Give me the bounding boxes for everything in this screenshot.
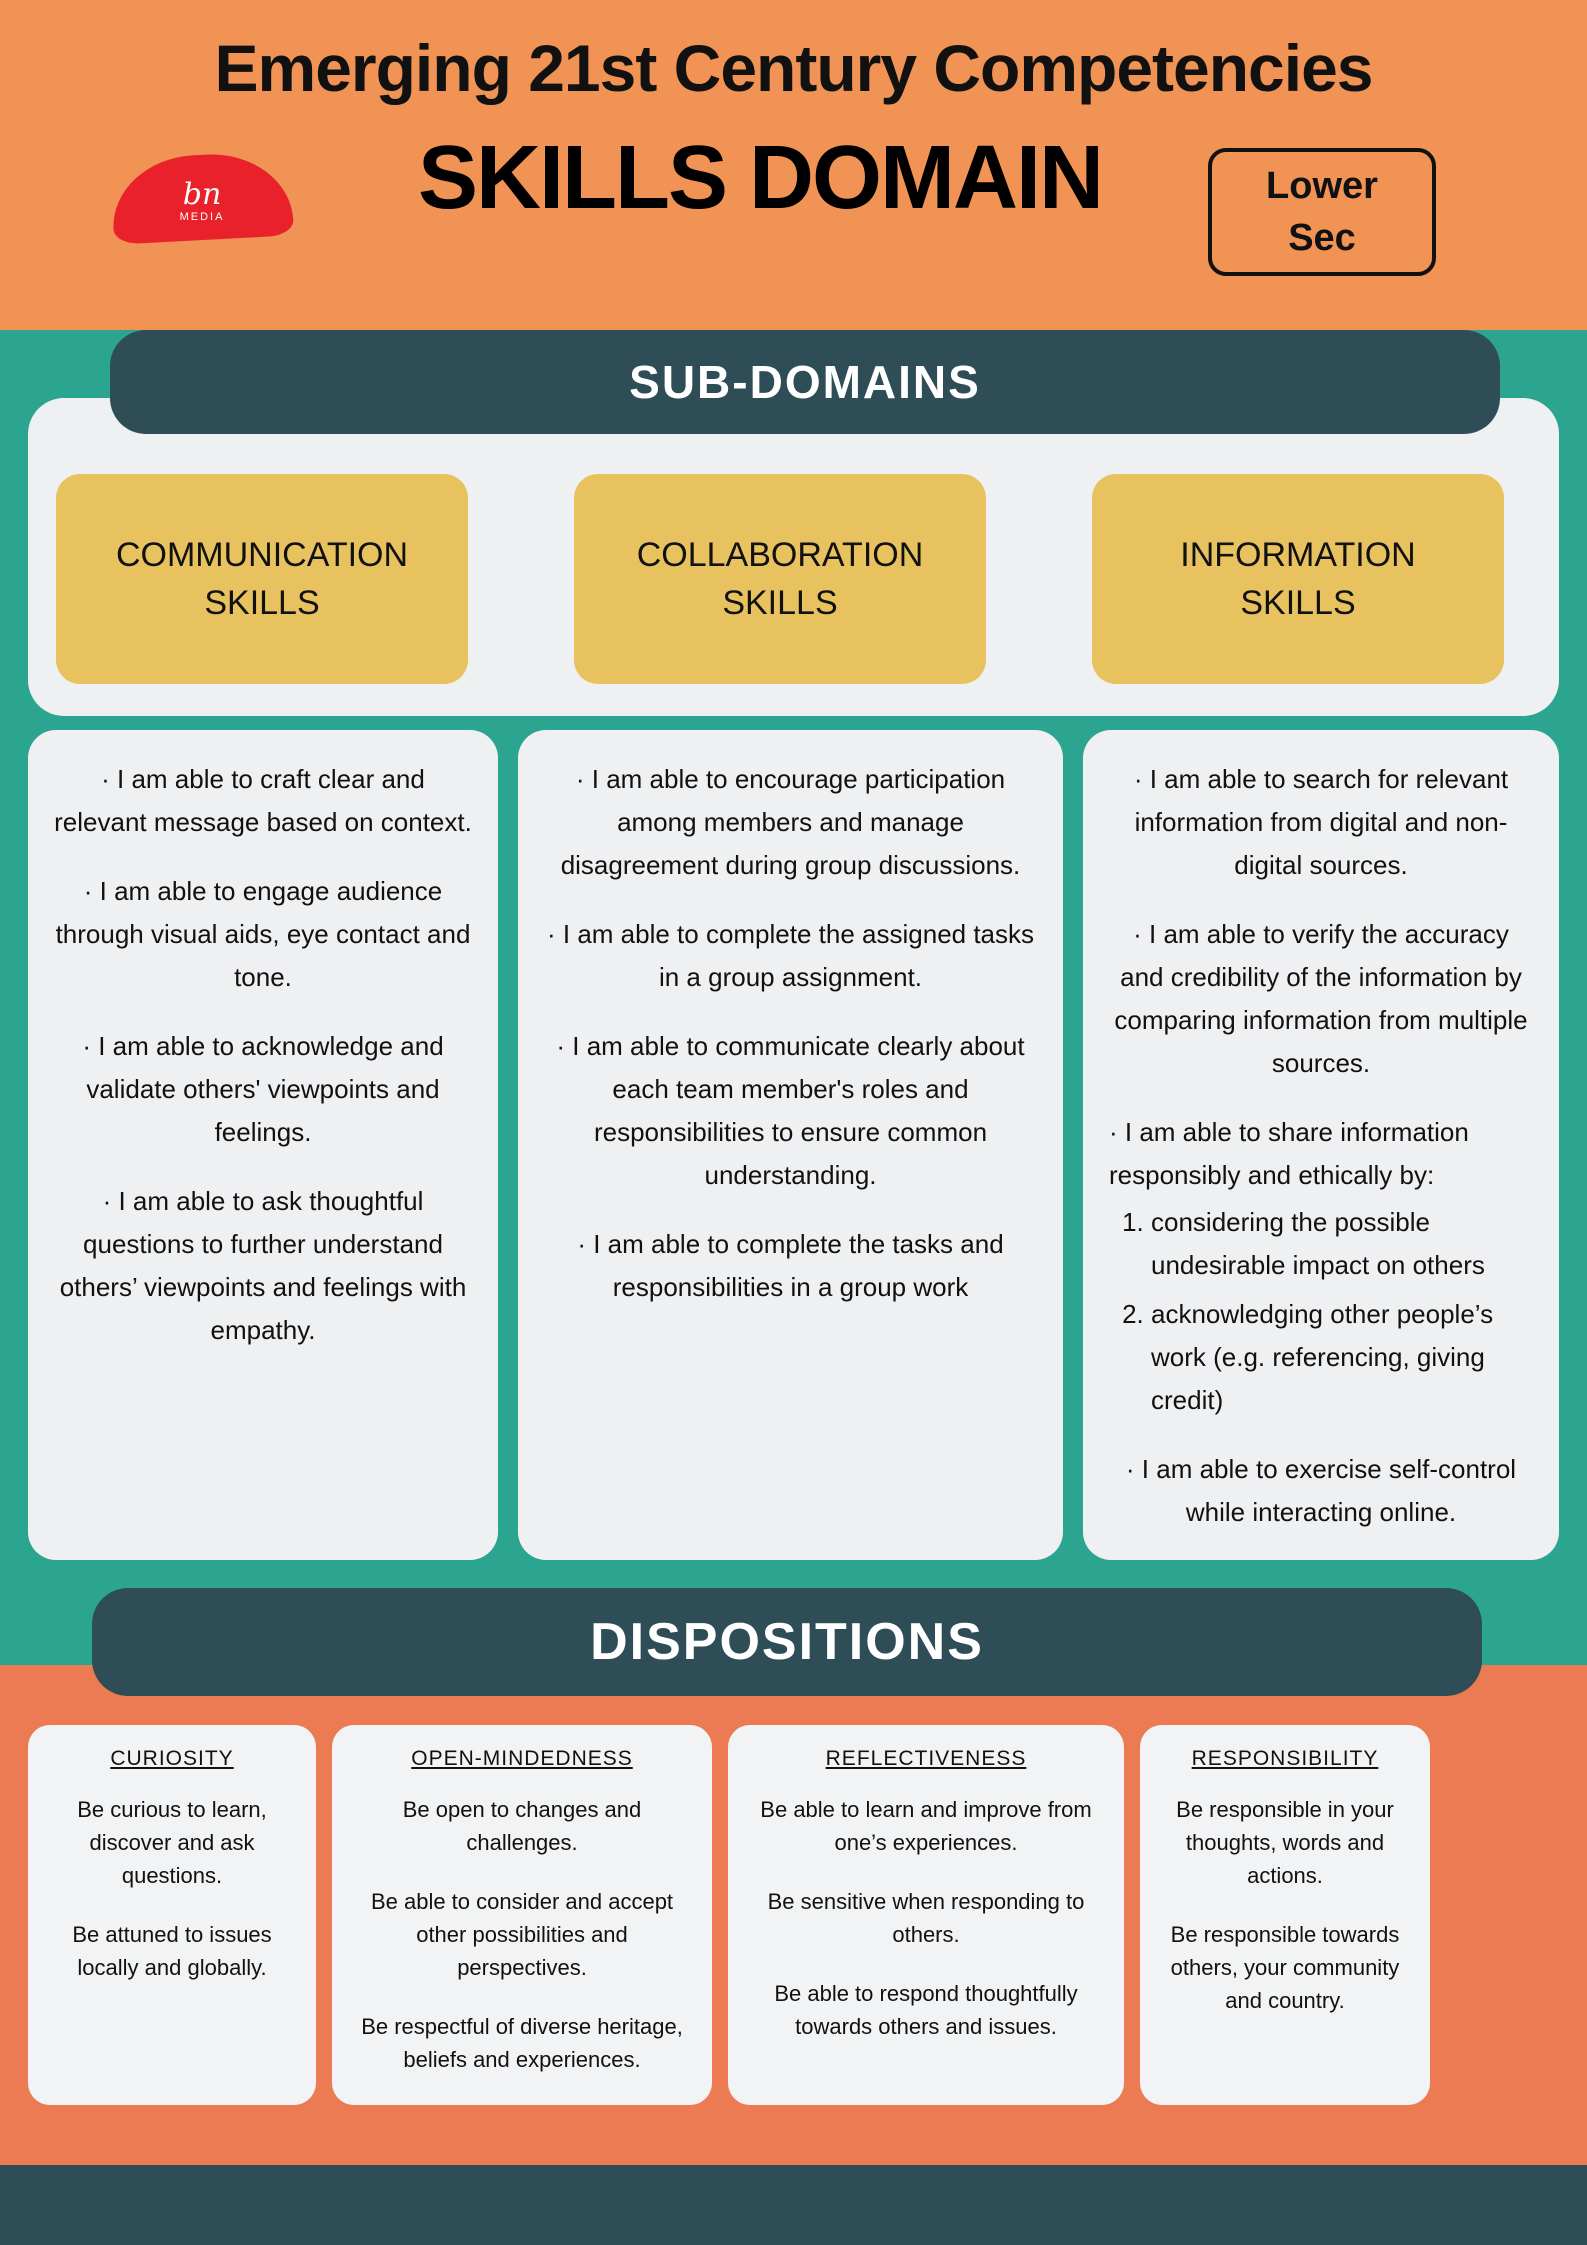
disposition-item: Be open to changes and challenges. bbox=[402, 1797, 642, 1855]
skill-item: · I am able to encourage participation among members and manage disagreement during group discussions. bbox=[560, 764, 1021, 880]
disposition-item: Be respectful of diverse heritage, beliefs and experiences. bbox=[361, 2014, 683, 2072]
skill-item: · I am able to craft clear and relevant message based on context. bbox=[54, 764, 472, 837]
header bbox=[0, 0, 1587, 330]
skill-item-lead: · I am able to share information responsibly and ethically by: bbox=[1109, 1117, 1469, 1190]
disposition-card-responsibility bbox=[1140, 1725, 1430, 2105]
subdomain-card-communication-line2: SKILLS bbox=[204, 584, 320, 622]
disposition-card-reflectiveness bbox=[728, 1725, 1124, 2105]
disposition-item: Be attuned to issues locally and globally. bbox=[72, 1922, 272, 1980]
subdomain-card-communication bbox=[56, 474, 468, 684]
subdomain-card-information-line1: INFORMATION bbox=[1180, 536, 1416, 574]
disposition-title: RESPONSIBILITY bbox=[1191, 1747, 1379, 1770]
disposition-item: Be able to consider and accept other possibilities and perspectives. bbox=[370, 1889, 674, 1980]
page-title: Emerging 21st Century Competencies bbox=[214, 31, 1373, 105]
disposition-item: Be able to learn and improve from one’s experiences. bbox=[760, 1797, 1092, 1855]
subdomain-card-collaboration bbox=[574, 474, 986, 684]
skills-column-collaboration bbox=[518, 730, 1063, 1560]
skill-sublist-item: 2. acknowledging other people’s work (e.g. referencing, giving credit) bbox=[1151, 1293, 1533, 1422]
skill-item: · I am able to complete the tasks and responsibilities in a group work bbox=[577, 1229, 1004, 1302]
skill-sublist-item: 1. considering the possible undesirable impact on others bbox=[1151, 1201, 1533, 1287]
subdomain-card-collaboration-line1: COLLABORATION bbox=[636, 536, 924, 574]
subdomain-card-information bbox=[1092, 474, 1504, 684]
disposition-item: Be curious to learn, discover and ask questions. bbox=[77, 1797, 267, 1888]
disposition-body bbox=[1160, 1793, 1410, 2017]
subdomains-banner: SUB-DOMAINS bbox=[110, 330, 1500, 434]
disposition-item: Be able to respond thoughtfully towards others and issues. bbox=[774, 1981, 1078, 2039]
logo-wordmark: bn bbox=[182, 177, 222, 212]
disposition-body bbox=[748, 1793, 1104, 2043]
disposition-item: Be sensitive when responding to others. bbox=[767, 1889, 1085, 1947]
disposition-title: OPEN-MINDEDNESS bbox=[411, 1747, 633, 1770]
skill-item: · I am able to exercise self-control while interacting online. bbox=[1125, 1454, 1517, 1527]
disposition-title: REFLECTIVENESS bbox=[825, 1747, 1027, 1770]
skill-item: · I am able to verify the accuracy and credibility of the information by comparing information from multiple sources. bbox=[1114, 919, 1528, 1078]
domain-title: SKILLS DOMAIN bbox=[418, 128, 1102, 228]
subdomain-card-collaboration-line2: SKILLS bbox=[722, 584, 838, 622]
dispositions-banner: DISPOSITIONS bbox=[92, 1588, 1482, 1696]
subdomain-card-communication-line1: COMMUNICATION bbox=[115, 536, 409, 574]
skill-item: · I am able to communicate clearly about each team member's roles and responsibilities to ensure common understanding. bbox=[556, 1031, 1025, 1190]
disposition-title: CURIOSITY bbox=[110, 1747, 234, 1770]
skill-item: · I am able to ask thoughtful questions to further understand others’ viewpoints and feelings with empathy. bbox=[59, 1186, 467, 1345]
skills-column-communication bbox=[28, 730, 498, 1560]
bn-media-logo bbox=[112, 155, 292, 245]
logo-subtext: MEDIA bbox=[179, 211, 225, 223]
disposition-body bbox=[352, 1793, 692, 2076]
skill-item: · I am able to complete the assigned tasks in a group assignment. bbox=[546, 919, 1035, 992]
disposition-body bbox=[48, 1793, 296, 1984]
skill-sublist bbox=[1109, 1201, 1533, 1422]
skill-item: · I am able to engage audience through visual aids, eye contact and tone. bbox=[55, 876, 471, 992]
disposition-card-open-mindedness bbox=[332, 1725, 712, 2105]
level-badge bbox=[1208, 148, 1436, 276]
skills-column-information bbox=[1083, 730, 1559, 1560]
disposition-item: Be responsible in your thoughts, words and actions. bbox=[1176, 1797, 1394, 1888]
footer-bar bbox=[0, 2165, 1587, 2245]
skill-item: · I am able to search for relevant information from digital and non-digital sources. bbox=[1133, 764, 1509, 880]
subdomain-card-information-line2: SKILLS bbox=[1240, 584, 1356, 622]
level-badge-line1: Lower bbox=[1266, 165, 1378, 207]
level-badge-line2: Sec bbox=[1288, 217, 1356, 259]
disposition-card-curiosity bbox=[28, 1725, 316, 2105]
skill-item: · I am able to acknowledge and validate others' viewpoints and feelings. bbox=[82, 1031, 444, 1147]
disposition-item: Be responsible towards others, your community and country. bbox=[1170, 1922, 1400, 2013]
